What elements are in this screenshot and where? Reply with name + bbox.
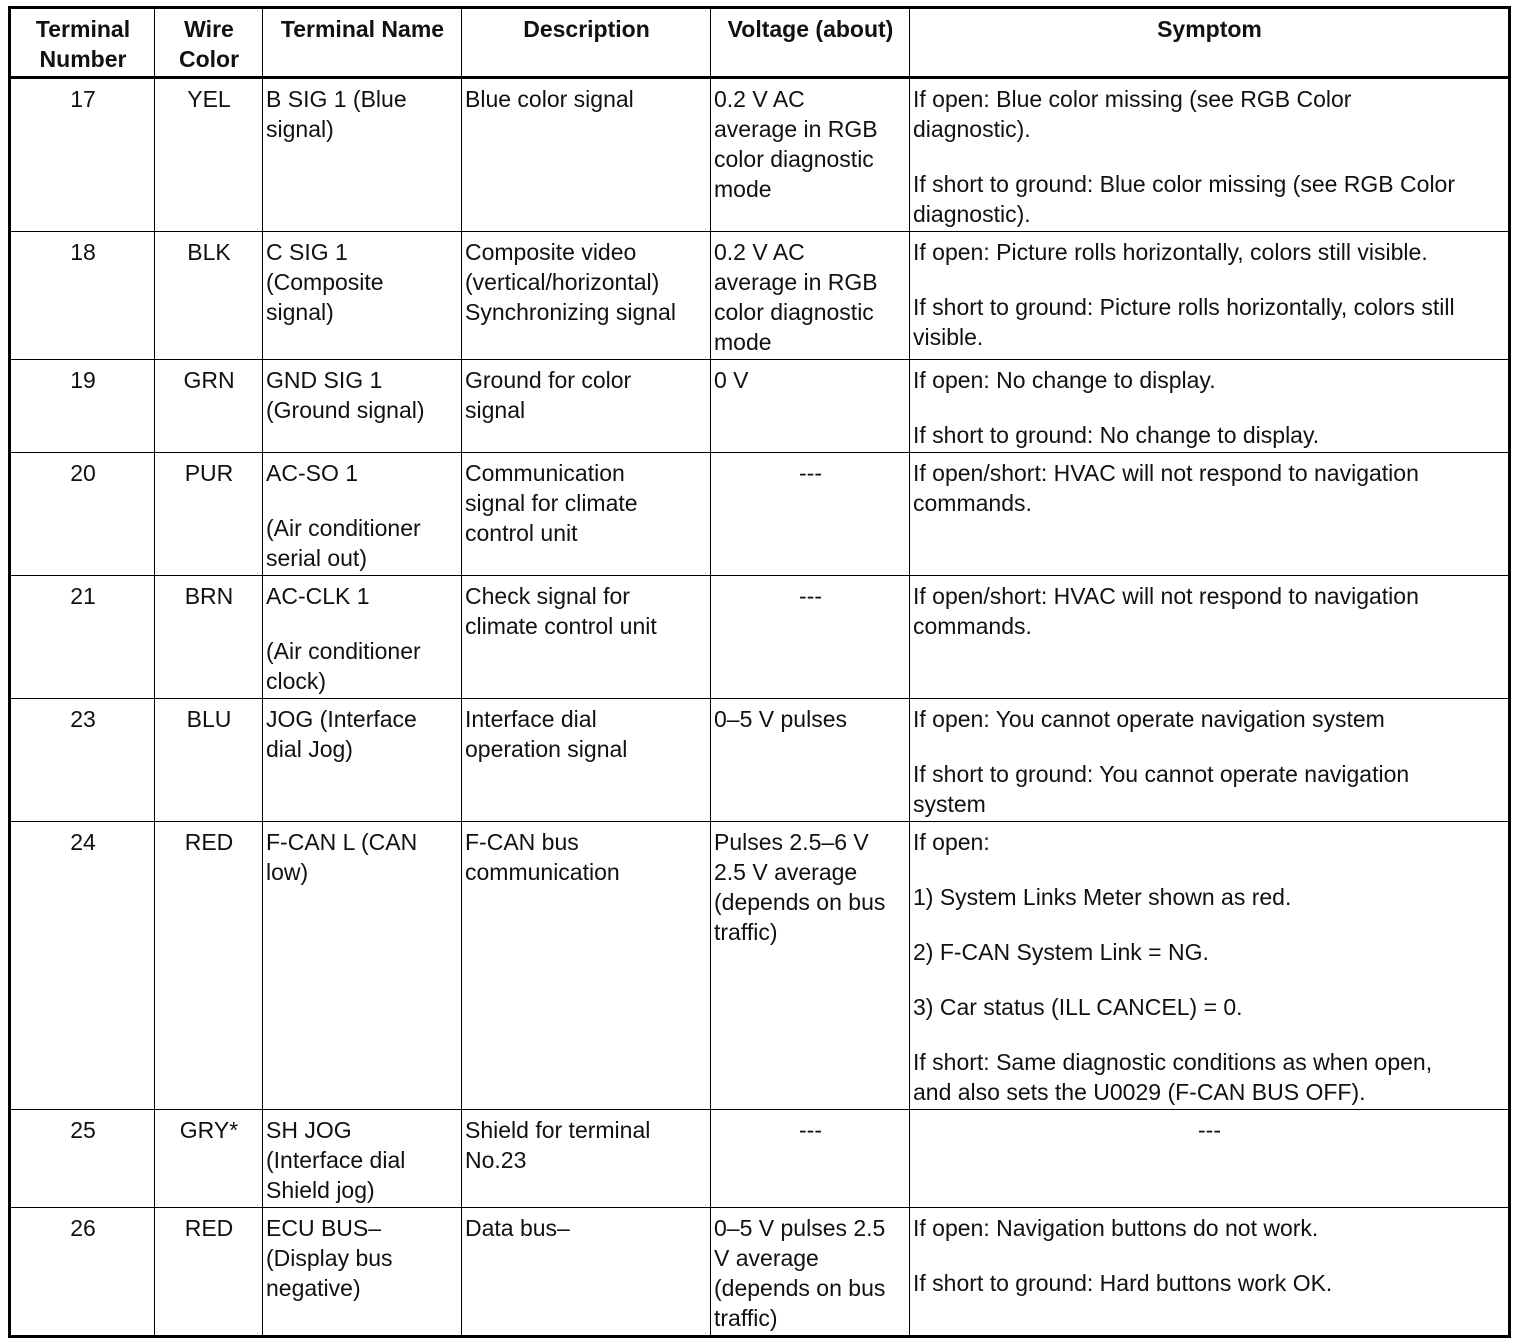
terminal-name-cell: [263, 453, 462, 576]
symptom-cell-paragraph: If short to ground: Blue color missing (see RGB Color diagnostic).: [913, 171, 1456, 227]
terminal-name-cell: SH JOG (Interface dial Shield jog): [263, 1110, 462, 1208]
table-row: [10, 699, 1510, 822]
symptom-cell: [910, 232, 1510, 360]
voltage-cell: ---: [711, 453, 910, 576]
symptom-cell-paragraph: If open: Picture rolls horizontally, colors still visible.: [913, 239, 1428, 265]
table-row: [10, 453, 1510, 576]
terminal-name-cell: [263, 576, 462, 699]
terminal-number-cell: 17: [10, 78, 155, 232]
description-cell: Communication signal for climate control unit: [462, 453, 711, 576]
header-wire-color: Wire Color: [155, 8, 263, 78]
voltage-cell: ---: [711, 576, 910, 699]
table-row: [10, 576, 1510, 699]
symptom-cell: [910, 360, 1510, 453]
wire-color-cell: BRN: [155, 576, 263, 699]
voltage-cell: ---: [711, 1110, 910, 1208]
terminal-number-cell: 23: [10, 699, 155, 822]
symptom-cell-paragraph: If open: Navigation buttons do not work.: [913, 1215, 1319, 1241]
table-row: [10, 360, 1510, 453]
description-cell: Interface dial operation signal: [462, 699, 711, 822]
symptom-cell: [910, 1208, 1510, 1337]
symptom-cell: [910, 78, 1510, 232]
symptom-cell-paragraph: 3) Car status (ILL CANCEL) = 0.: [913, 994, 1243, 1020]
symptom-cell-paragraph: If open/short: HVAC will not respond to navigation commands.: [913, 583, 1419, 639]
symptom-cell: [910, 576, 1510, 699]
symptom-cell-paragraph: 1) System Links Meter shown as red.: [913, 884, 1292, 910]
wire-color-cell: PUR: [155, 453, 263, 576]
voltage-cell: 0–5 V pulses 2.5 V average (depends on bus traffic): [711, 1208, 910, 1337]
symptom-cell-paragraph: If short to ground: Hard buttons work OK.: [913, 1270, 1333, 1296]
terminal-name-cell: ECU BUS– (Display bus negative): [263, 1208, 462, 1337]
symptom-cell-paragraph: ---: [1198, 1117, 1221, 1143]
terminal-number-cell: 21: [10, 576, 155, 699]
symptom-cell-paragraph: If short to ground: You cannot operate navigation system: [913, 761, 1410, 817]
terminal-name-cell: B SIG 1 (Blue signal): [263, 78, 462, 232]
terminal-name-cell: C SIG 1 (Composite signal): [263, 232, 462, 360]
voltage-cell: 0.2 V AC average in RGB color diagnostic mode: [711, 78, 910, 232]
symptom-cell-paragraph: If open:: [913, 829, 990, 855]
symptom-cell: [910, 1110, 1510, 1208]
terminal-number-cell: 20: [10, 453, 155, 576]
terminal-table: [8, 6, 1511, 1338]
terminal-name-cell-paragraph: AC-CLK 1: [266, 583, 370, 609]
description-cell: Composite video (vertical/horizontal) Synchronizing signal: [462, 232, 711, 360]
symptom-cell-paragraph: 2) F-CAN System Link = NG.: [913, 939, 1209, 965]
terminal-name-cell-paragraph: (Air conditioner serial out): [266, 515, 421, 571]
table-row: [10, 1208, 1510, 1337]
header-symptom: Symptom: [910, 8, 1510, 78]
wire-color-cell: RED: [155, 1208, 263, 1337]
description-cell: Data bus–: [462, 1208, 711, 1337]
symptom-cell-paragraph: If open: No change to display.: [913, 367, 1216, 393]
symptom-cell-paragraph: If short: Same diagnostic conditions as when open, and also sets the U0029 (F-CAN BUS OFF).: [913, 1049, 1433, 1105]
wire-color-cell: RED: [155, 822, 263, 1110]
symptom-cell-paragraph: If short to ground: Picture rolls horizontally, colors still visible.: [913, 294, 1455, 350]
table-body: [10, 78, 1510, 1337]
table-row: [10, 822, 1510, 1110]
terminal-number-cell: 26: [10, 1208, 155, 1337]
table-row: [10, 78, 1510, 232]
terminal-name-cell: F-CAN L (CAN low): [263, 822, 462, 1110]
wire-color-cell: YEL: [155, 78, 263, 232]
table-row: [10, 1110, 1510, 1208]
wire-color-cell: GRN: [155, 360, 263, 453]
symptom-cell-paragraph: If open/short: HVAC will not respond to navigation commands.: [913, 460, 1419, 516]
terminal-name-cell: GND SIG 1 (Ground signal): [263, 360, 462, 453]
header-terminal-number: Terminal Number: [10, 8, 155, 78]
symptom-cell-paragraph: If short to ground: No change to display.: [913, 422, 1320, 448]
voltage-cell: 0.2 V AC average in RGB color diagnostic mode: [711, 232, 910, 360]
terminal-name-cell-paragraph: (Air conditioner clock): [266, 638, 421, 694]
table-row: [10, 232, 1510, 360]
symptom-cell: [910, 453, 1510, 576]
header-voltage: Voltage (about): [711, 8, 910, 78]
wire-color-cell: BLK: [155, 232, 263, 360]
description-cell: Blue color signal: [462, 78, 711, 232]
wire-color-cell: GRY*: [155, 1110, 263, 1208]
description-cell: Shield for terminal No.23: [462, 1110, 711, 1208]
voltage-cell: Pulses 2.5–6 V 2.5 V average (depends on bus traffic): [711, 822, 910, 1110]
description-cell: F-CAN bus communication: [462, 822, 711, 1110]
description-cell: Ground for color signal: [462, 360, 711, 453]
terminal-number-cell: 18: [10, 232, 155, 360]
symptom-cell-paragraph: If open: Blue color missing (see RGB Color diagnostic).: [913, 86, 1352, 142]
terminal-number-cell: 19: [10, 360, 155, 453]
wire-color-cell: BLU: [155, 699, 263, 822]
terminal-number-cell: 24: [10, 822, 155, 1110]
symptom-cell: [910, 822, 1510, 1110]
symptom-cell: [910, 699, 1510, 822]
terminal-number-cell: 25: [10, 1110, 155, 1208]
terminal-name-cell-paragraph: AC-SO 1: [266, 460, 359, 486]
header-terminal-name: Terminal Name: [263, 8, 462, 78]
symptom-cell-paragraph: If open: You cannot operate navigation system: [913, 706, 1385, 732]
voltage-cell: 0 V: [711, 360, 910, 453]
voltage-cell: 0–5 V pulses: [711, 699, 910, 822]
description-cell: Check signal for climate control unit: [462, 576, 711, 699]
terminal-name-cell: JOG (Interface dial Jog): [263, 699, 462, 822]
header-row: [10, 8, 1510, 78]
header-description: Description: [462, 8, 711, 78]
